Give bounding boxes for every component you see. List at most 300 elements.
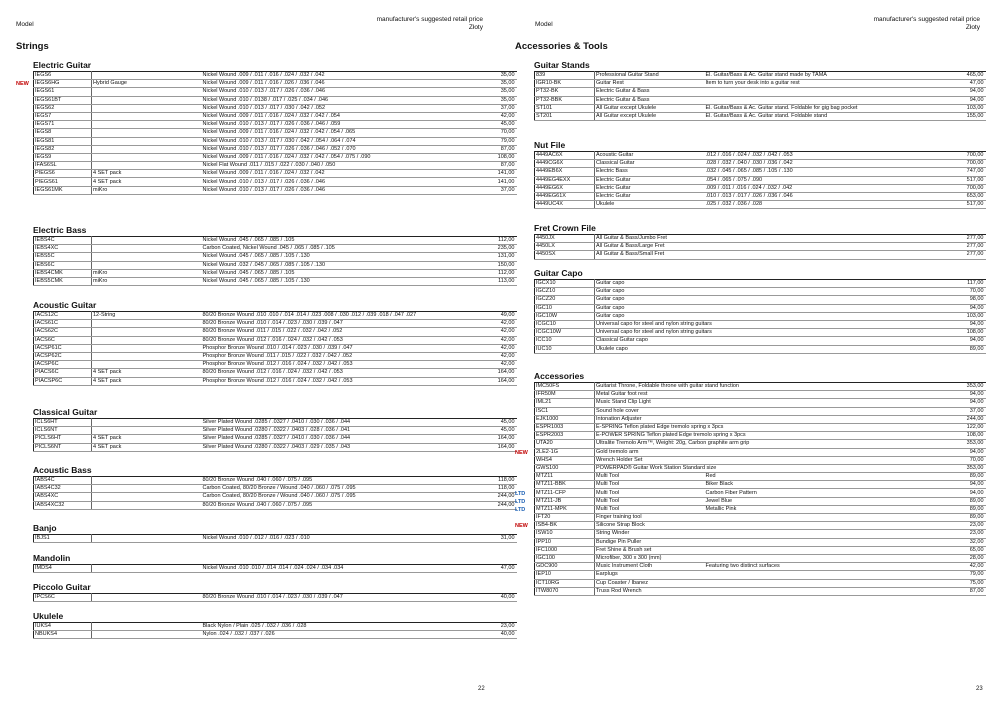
model-cell: ESPR1003 <box>535 423 595 431</box>
description-cell: Nickel Wound .045 / .065 / .085 / .105 / .130 <box>202 253 437 261</box>
description-cell <box>705 88 906 96</box>
price-cell: 79,00 <box>437 137 517 145</box>
variant-cell: Microfiber, 300 x 300 (mm) <box>595 554 705 562</box>
price-cell: 277,00 <box>906 251 986 259</box>
description-cell: .012 / .016 / .024 / .032 / .042 / .053 <box>705 152 906 160</box>
price-cell: 75,00 <box>906 579 986 587</box>
section-piccolo-guitar <box>33 582 517 602</box>
model-cell: ICC10 <box>535 337 595 345</box>
table-row <box>535 235 986 243</box>
description-cell: Red <box>705 473 906 481</box>
variant-cell <box>92 72 202 80</box>
description-cell: Phosphor Bronze Wound .012 / .016 / .024 / .032 / .042 / .053 <box>202 361 437 369</box>
table-row <box>535 522 986 530</box>
table-row <box>535 456 986 464</box>
table-row <box>34 493 517 501</box>
table-row <box>34 88 517 96</box>
table-row <box>34 112 517 120</box>
table-row <box>34 369 517 377</box>
price-cell: 28,00 <box>906 554 986 562</box>
variant-cell: All Guitar except Ukulele <box>595 104 705 112</box>
price-cell: 747,00 <box>906 168 986 176</box>
model-cell: UTA20 <box>535 440 595 448</box>
price-cell: 94,00 <box>906 96 986 104</box>
variant-cell <box>92 261 202 269</box>
model-cell: IACSP62C <box>34 352 92 360</box>
price-cell: 37,00 <box>437 186 517 194</box>
description-cell <box>705 415 906 423</box>
model-cell: IFC1000 <box>535 546 595 554</box>
variant-cell: Guitarist Throne, Foldable throne with guitar stand function <box>596 383 739 390</box>
description-cell: 80/20 Bronze Wound .012 / .016 / .024 / .032 / .042 / .053 <box>202 336 437 344</box>
table-row <box>535 201 986 209</box>
variant-cell <box>92 631 202 639</box>
price-cell: 465,00 <box>906 72 986 80</box>
variant-cell: Universal capo for steel and nylon string guitars <box>596 329 712 336</box>
variant-cell: Music Stand Clip Light <box>595 399 705 407</box>
table-row <box>34 170 517 178</box>
model-cell: 4450SX <box>535 251 595 259</box>
variant-cell: miKro <box>92 277 202 285</box>
price-cell: 94,00 <box>906 489 986 497</box>
variant-cell: Metal Guitar foot rest <box>595 391 705 399</box>
variant-cell: 12-String <box>92 312 202 320</box>
description-cell <box>705 96 906 104</box>
table-row <box>535 152 986 160</box>
variant-cell: Music Instrument Cloth <box>595 563 705 571</box>
model-cell: ICLS6NT <box>34 427 92 435</box>
price-cell: 117,00 <box>906 280 986 288</box>
table-row <box>34 277 517 285</box>
model-cell: IABS4XC32 <box>34 501 92 509</box>
price-cell: 244,00 <box>437 493 517 501</box>
model-cell: IEBS5C <box>34 253 92 261</box>
price-cell: 89,00 <box>906 497 986 505</box>
price-cell: 45,00 <box>437 121 517 129</box>
price-cell: 89,00 <box>906 473 986 481</box>
variant-cell: 4 SET pack <box>92 443 202 451</box>
model-cell: IGR10-BK <box>535 80 595 88</box>
model-cell: IEGS62 <box>34 104 92 112</box>
variant-cell <box>92 493 202 501</box>
price-cell: 89,00 <box>906 505 986 513</box>
price-table <box>534 279 986 354</box>
description-cell: Biker Black <box>705 481 906 489</box>
price-cell: 94,00 <box>906 304 986 312</box>
description-cell: Nickel Wound .009 / .011 / .016 / .024 / .032 / .042 / .054 / .075 / .090 <box>202 153 437 161</box>
price-cell: 42,00 <box>437 336 517 344</box>
variant-cell: Electric Guitar <box>595 192 705 200</box>
description-cell: Nickel Wound .010 / .013 / .017 / .026 / .036 / .046 <box>202 186 437 194</box>
section-title: Electric Guitar <box>33 60 92 70</box>
price-cell: 70,00 <box>906 456 986 464</box>
model-cell: IACS12C <box>34 312 92 320</box>
price-cell: 94,00 <box>906 399 986 407</box>
model-cell: IACS6C <box>34 336 92 344</box>
table-row <box>34 104 517 112</box>
description-cell: Carbon Fiber Pattern <box>705 489 906 497</box>
description-cell: Nickel Wound .009 / .011 / .016 / .024 / .032 / .042 / .054 / .065 <box>202 129 437 137</box>
right-page <box>500 0 1000 707</box>
table-row <box>535 587 986 595</box>
model-cell: IML21 <box>535 399 595 407</box>
page-number: 22 <box>478 686 485 692</box>
model-cell: PIEGS61 <box>34 178 92 186</box>
variant-cell <box>92 245 202 253</box>
model-cell: IUKS4 <box>34 623 92 631</box>
table-row <box>535 448 986 456</box>
description-cell <box>705 251 906 259</box>
model-cell: IEGS9 <box>34 153 92 161</box>
variant-cell: Ukulele <box>595 201 705 209</box>
variant-cell: E-SPRING Teflon plated Edge tremolo spring x 3pcs <box>596 424 724 431</box>
table-row <box>535 192 986 200</box>
table-row <box>535 391 986 399</box>
variant-cell: Electric Guitar & Bass <box>595 96 705 104</box>
model-cell: IACS61C <box>34 320 92 328</box>
table-row <box>535 579 986 587</box>
description-cell <box>705 235 906 243</box>
price-cell: 94,00 <box>906 88 986 96</box>
price-table <box>534 382 986 596</box>
model-cell: 4450JX <box>535 235 595 243</box>
description-cell <box>705 456 906 464</box>
variant-cell: Multi Tool <box>595 473 705 481</box>
variant-cell <box>92 565 202 573</box>
model-cell: IACSP6C <box>34 361 92 369</box>
model-cell: 4449EG61X <box>535 192 595 200</box>
table-row <box>535 104 986 112</box>
price-cell: 131,00 <box>437 253 517 261</box>
price-cell: 47,00 <box>906 80 986 88</box>
price-cell: 94,00 <box>906 320 986 328</box>
description-cell: 80/20 Bronze Wound .010 / .014 / .023 / .030 / .039 / .047 <box>202 594 437 602</box>
description-cell <box>705 280 906 288</box>
ltd-badge: LTD <box>515 498 526 505</box>
description-cell: Featuring two distinct surfaces <box>705 563 906 571</box>
price-cell: 244,00 <box>906 415 986 423</box>
price-cell: 35,00 <box>437 88 517 96</box>
description-cell <box>705 345 906 353</box>
model-cell: IGCZ20 <box>535 296 595 304</box>
page-number: 23 <box>976 686 983 692</box>
description-cell: Nickel Wound .045 / .065 / .085 / .105 <box>202 269 437 277</box>
price-cell: 94,00 <box>906 391 986 399</box>
section-title: Acoustic Bass <box>33 465 92 475</box>
model-cell: IGC100 <box>535 554 595 562</box>
model-cell: 4449EG4EXX <box>535 176 595 184</box>
description-cell: Phosphor Bronze Wound .012 / .016 / .024 / .032 / .042 / .053 <box>202 377 437 385</box>
model-cell: IMDS4 <box>34 565 92 573</box>
description-cell: .028 / .032 / .040 / .030 / .036 / .042 <box>705 160 906 168</box>
price-cell: 35,00 <box>437 72 517 80</box>
model-cell: PT32-BBK <box>535 96 595 104</box>
price-cell: 108,00 <box>906 432 986 440</box>
model-cell: IEBS4C <box>34 237 92 245</box>
table-row <box>34 631 517 639</box>
price-cell: 31,00 <box>437 535 517 543</box>
table-row <box>34 352 517 360</box>
price-cell: 164,00 <box>437 435 517 443</box>
description-cell: .025 / .032 / .036 / .028 <box>705 201 906 209</box>
table-row <box>535 304 986 312</box>
price-cell: 42,00 <box>437 112 517 120</box>
table-row <box>535 489 986 497</box>
description-cell: .032 / .045 / .065 / .085 / .105 / .130 <box>705 168 906 176</box>
variant-cell: Fret Shine & Brush set <box>595 546 705 554</box>
section-title: Banjo <box>33 523 57 533</box>
variant-cell <box>92 320 202 328</box>
price-cell: 94,00 <box>906 337 986 345</box>
variant-cell: Earplugs <box>595 571 705 579</box>
variant-cell: Silicone Strap Block <box>595 522 705 530</box>
price-cell: 89,00 <box>906 345 986 353</box>
model-header: Model <box>535 21 553 28</box>
price-cell: 42,00 <box>437 320 517 328</box>
table-row <box>535 345 986 353</box>
price-cell: 70,00 <box>437 129 517 137</box>
variant-cell: Classical Guitar <box>595 160 705 168</box>
section-mandolin <box>33 553 517 573</box>
description-cell <box>705 312 906 320</box>
price-table <box>33 622 517 639</box>
description-cell: Nickel Wound .010 / .012 / .016 / .023 / .010 <box>202 535 437 543</box>
price-cell: 42,00 <box>906 563 986 571</box>
description-cell <box>705 464 906 472</box>
price-cell: 141,00 <box>437 170 517 178</box>
table-row <box>34 535 517 543</box>
table-row <box>535 399 986 407</box>
table-row <box>535 176 986 184</box>
model-cell: ISB4-BK <box>535 522 595 530</box>
price-cell: 98,00 <box>906 296 986 304</box>
variant-cell: Guitar capo <box>595 304 705 312</box>
table-row <box>535 505 986 513</box>
section-title: Nut File <box>534 140 566 150</box>
table-row <box>34 145 517 153</box>
model-cell: IGC10W <box>535 312 595 320</box>
variant-cell <box>92 501 202 509</box>
variant-cell: Guitar capo <box>595 296 705 304</box>
description-cell: 80/20 Bronze Wound .010 .010 / .014 .014 / .023 .008 / .030 .012 / .039 .018 / .047 .027 <box>202 312 437 320</box>
section-fret-crown-file <box>534 223 986 260</box>
table-row <box>535 312 986 320</box>
table-row <box>34 245 517 253</box>
description-cell <box>705 399 906 407</box>
description-cell: Nickel Wound .010 / .013 / .017 / .026 / .036 / .046 / .052 / .070 <box>202 145 437 153</box>
description-cell: Nickel Flat Wound .011 / .015 / .022 / .030 / .040 / .050 <box>202 162 437 170</box>
price-table <box>534 234 986 260</box>
price-table <box>33 418 517 452</box>
description-cell: Nylon .024 / .032 / .037 / .026 <box>202 631 437 639</box>
table-row <box>535 329 986 337</box>
description-cell <box>705 304 906 312</box>
table-row <box>535 280 986 288</box>
table-row <box>535 112 986 120</box>
description-cell: 80/20 Bronze Wound .040 / .060 / .075 / .095 <box>202 477 437 485</box>
price-cell: 150,00 <box>437 261 517 269</box>
model-cell: IEGS6 <box>34 72 92 80</box>
price-cell: 353,00 <box>906 440 986 448</box>
table-row <box>34 178 517 186</box>
price-cell: 700,00 <box>906 160 986 168</box>
price-cell: 32,00 <box>906 538 986 546</box>
variant-cell: Acoustic Guitar <box>595 152 705 160</box>
description-cell: Nickel Wound .009 / .011 / .016 / .024 / .032 / .042 <box>202 72 437 80</box>
table-row <box>535 160 986 168</box>
variant-cell <box>92 104 202 112</box>
variant-cell: Electric Guitar <box>595 184 705 192</box>
model-cell: IPP10 <box>535 538 595 546</box>
section-accessories <box>515 371 986 596</box>
description-cell: Nickel Wound .010 .010 / .014 .014 / .024 .024 / .034 .034 <box>202 565 437 573</box>
model-cell: IEGS61 <box>34 88 92 96</box>
description-cell: Item to turn your desk into a guitar rest <box>705 80 906 88</box>
price-table <box>534 71 986 121</box>
variant-cell <box>92 485 202 493</box>
price-cell: 277,00 <box>906 235 986 243</box>
description-cell <box>705 546 906 554</box>
variant-cell: Guitar capo <box>595 288 705 296</box>
model-cell: PIEGS6 <box>34 170 92 178</box>
variant-cell <box>92 145 202 153</box>
description-cell <box>705 579 906 587</box>
model-cell: PIACSP6C <box>34 377 92 385</box>
variant-cell <box>92 427 202 435</box>
table-row <box>535 423 986 431</box>
description-cell: Nickel Wound .010 / .0138 / .017 / .025 / .034 / .046 <box>202 96 437 104</box>
price-cell: 700,00 <box>906 152 986 160</box>
variant-cell: Universal capo for steel and nylon string guitars <box>596 321 712 328</box>
section-guitar-capo <box>534 268 986 354</box>
section-title: Classical Guitar <box>33 407 98 417</box>
price-cell: 103,00 <box>906 312 986 320</box>
new-badge: NEW <box>515 449 528 456</box>
model-cell: 4449EG6X <box>535 184 595 192</box>
description-cell: Black Nylon / Plain .025 / .032 / .036 / .028 <box>202 623 437 631</box>
variant-cell: Guitar Rest <box>595 80 705 88</box>
description-cell <box>705 296 906 304</box>
price-cell: 118,00 <box>437 477 517 485</box>
table-row <box>34 129 517 137</box>
model-cell: IABS4XC <box>34 493 92 501</box>
variant-cell <box>92 253 202 261</box>
price-cell: 113,00 <box>437 277 517 285</box>
variant-cell: 4 SET pack <box>92 369 202 377</box>
table-row <box>535 243 986 251</box>
model-cell: IUC10 <box>535 345 595 353</box>
price-cell: 353,00 <box>906 383 986 391</box>
price-cell: 45,00 <box>437 427 517 435</box>
description-cell: Carbon Coated, 80/20 Bronze / Wound .040 / .060 / .075 / .095 <box>202 493 437 501</box>
variant-cell: 4 SET pack <box>92 178 202 186</box>
price-cell: 45,00 <box>437 419 517 427</box>
description-cell <box>705 554 906 562</box>
variant-cell: Multi Tool <box>595 489 705 497</box>
price-cell: 47,00 <box>437 565 517 573</box>
model-cell: ESPR2003 <box>535 432 595 440</box>
model-cell: PIACS6C <box>34 369 92 377</box>
model-cell: GWS100 <box>535 464 595 472</box>
table-row <box>535 571 986 579</box>
variant-cell: Finger training tool <box>595 514 705 522</box>
price-cell: 42,00 <box>437 344 517 352</box>
variant-cell: miKro <box>92 186 202 194</box>
table-row <box>34 594 517 602</box>
description-cell <box>705 448 906 456</box>
msrp-header <box>377 16 483 32</box>
description-cell <box>705 288 906 296</box>
variant-cell <box>92 361 202 369</box>
model-cell: IGC10 <box>535 304 595 312</box>
model-cell: IABS4C <box>34 477 92 485</box>
table-row <box>34 344 517 352</box>
new-badge: NEW <box>515 523 528 530</box>
description-cell: .009 / .011 / .016 / .024 / .032 / .042 <box>705 184 906 192</box>
price-cell: 103,00 <box>906 104 986 112</box>
variant-cell <box>92 121 202 129</box>
model-cell: IEBS4XC <box>34 245 92 253</box>
price-cell: 112,00 <box>437 237 517 245</box>
price-cell: 353,00 <box>906 464 986 472</box>
variant-cell: Professional Guitar Stand <box>595 72 705 80</box>
table-row <box>535 80 986 88</box>
ltd-badge: LTD <box>515 507 526 513</box>
price-table <box>33 534 517 543</box>
table-row <box>535 497 986 505</box>
variant-cell <box>92 352 202 360</box>
model-cell: 2LE2-1G <box>535 448 595 456</box>
model-cell: GDC900 <box>535 563 595 571</box>
model-cell: ICGC10W <box>535 329 595 337</box>
msrp-header-line2: Złoty <box>965 24 980 31</box>
table-row <box>535 168 986 176</box>
description-cell <box>705 337 906 345</box>
model-cell: MTZ11 <box>535 473 595 481</box>
table-row <box>34 477 517 485</box>
variant-cell: Gold tremolo arm <box>595 448 705 456</box>
model-cell: MTZ11-MPK <box>535 505 595 513</box>
description-cell: El. Guitar/Bass & Ac. Guitar stand. Foldable stand <box>705 112 906 120</box>
page-title: Accessories & Tools <box>515 41 608 52</box>
model-cell: IPCS6C <box>34 594 92 602</box>
model-cell: NBUKS4 <box>34 631 92 639</box>
model-cell: IEBS4CMK <box>34 269 92 277</box>
table-row <box>34 377 517 385</box>
price-cell: 42,00 <box>437 328 517 336</box>
model-cell: 4449CG6X <box>535 160 595 168</box>
table-row <box>535 72 986 80</box>
table-row <box>535 407 986 415</box>
variant-cell: 4 SET pack <box>92 170 202 178</box>
table-row <box>34 96 517 104</box>
description-cell: Nickel Wound .010 / .013 / .017 / .030 / .042 / .052 <box>202 104 437 112</box>
description-cell: Nickel Wound .045 / .065 / .085 / .105 <box>202 237 437 245</box>
variant-cell <box>92 162 202 170</box>
variant-cell: Guitar capo <box>595 312 705 320</box>
price-cell: 65,00 <box>906 546 986 554</box>
model-cell: 839 <box>535 72 595 80</box>
description-cell: Phosphor Bronze Wound .010 / .014 / .023 / .030 / .039 / .047 <box>202 344 437 352</box>
description-cell: Carbon Coated, Nickel Wound .045 / .065 / .085 / .105 <box>202 245 437 253</box>
table-row <box>535 96 986 104</box>
price-cell: 42,00 <box>437 352 517 360</box>
model-cell: IGCX10 <box>535 280 595 288</box>
variant-cell: String Winder <box>595 530 705 538</box>
price-cell: 108,00 <box>437 153 517 161</box>
section-electric-guitar <box>16 60 517 195</box>
price-cell: 235,00 <box>437 245 517 253</box>
